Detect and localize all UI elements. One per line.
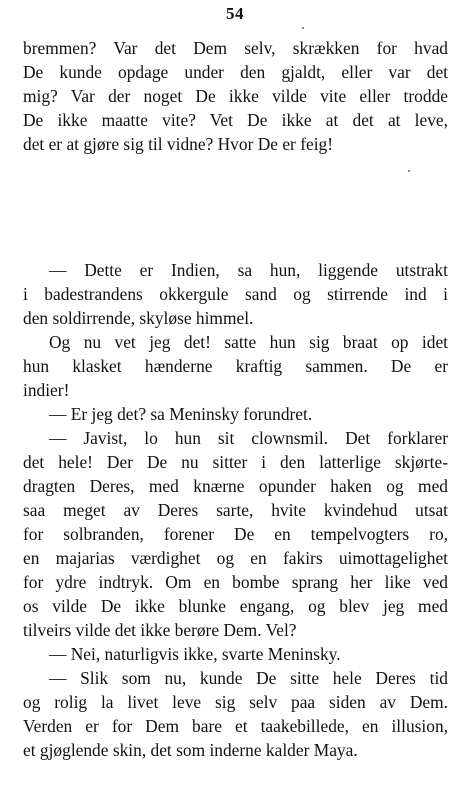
paragraph: [23, 426, 448, 642]
text-line: saa meget av Deres sarte, hvite kvindehud utsat: [23, 500, 448, 520]
text-line: — Er jeg det? sa Meninsky forundret.: [49, 404, 313, 424]
paragraph: [23, 666, 448, 762]
text-line: — Dette er Indien, sa hun, liggende utstrakt: [49, 260, 448, 280]
paragraph: [23, 402, 448, 426]
text-line: — Nei, naturligvis ikke, svarte Meninsky.: [49, 644, 341, 664]
text-line: det er at gjøre sig til vidne? Hvor De er feig!: [23, 134, 334, 154]
text-line: Og nu vet jeg det! satte hun sig braat op idet: [49, 332, 448, 352]
text-line: for solbranden, forener De en tempelvogters ro,: [23, 524, 448, 544]
paragraph: [23, 330, 448, 402]
text-line: for ydre indtryk. Om en bombe sprang her like ved: [23, 572, 448, 592]
text-line: tilveirs vilde det ikke berøre Dem. Vel?: [23, 620, 297, 640]
page-number: 54: [226, 4, 244, 23]
top-paragraph: [23, 36, 448, 156]
print-speck: [408, 170, 410, 172]
text-line: — Javist, lo hun sit clownsmil. Det forklarer: [49, 428, 448, 448]
text-line: og rolig la livet leve sig selv paa siden av Dem.: [23, 692, 448, 712]
text-line: i badestrandens okkergule sand og stirrende ind i: [23, 284, 448, 304]
text-line: Verden er for Dem bare et taakebillede, en illusion,: [23, 716, 448, 736]
text-line: De kunde opdage under den gjaldt, eller var det: [23, 62, 448, 82]
text-line: den soldirrende, skyløse himmel.: [23, 308, 254, 328]
text-line: en majarias værdighet og en fakirs uimottagelighet: [23, 548, 448, 568]
print-speck: [302, 27, 304, 29]
main-text: [23, 258, 448, 762]
text-line: bremmen? Var det Dem selv, skrækken for hvad: [23, 38, 448, 58]
text-line: mig? Var der noget De ikke vilde vite eller trodde: [23, 86, 448, 106]
text-line: et gjøglende skin, det som inderne kalder Maya.: [23, 740, 358, 760]
text-line: dragten Deres, med knærne opunder haken og med: [23, 476, 448, 496]
paragraph: [23, 258, 448, 330]
text-line: — Slik som nu, kunde De sitte hele Deres tid: [49, 668, 448, 688]
text-line: os vilde De ikke blunke engang, og blev jeg med: [23, 596, 448, 616]
text-line: hun klasket hænderne kraftig sammen. De er: [23, 356, 448, 376]
text-line: indier!: [23, 380, 70, 400]
text-line: det hele! Der De nu sitter i den latterlige skjørte-: [23, 452, 448, 472]
text-line: De ikke maatte vite? Vet De ikke at det at leve,: [23, 110, 448, 130]
paragraph: [23, 642, 448, 666]
